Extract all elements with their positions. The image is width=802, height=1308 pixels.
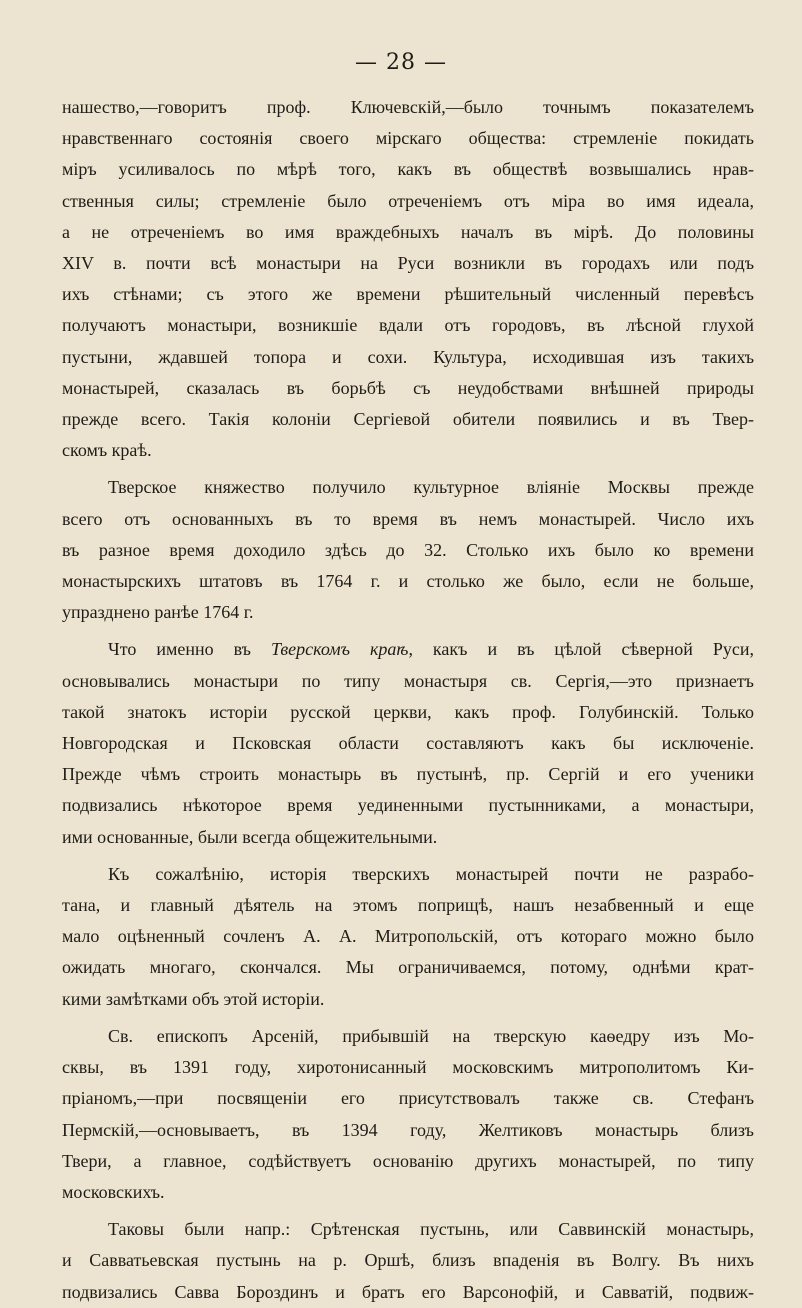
text-line: Къ сожалѣнію, исторія тверскихъ монастырей почти не разрабо- [108,863,754,884]
text-line: подвизались Савва Бороздинъ и братъ его Варсонофій, и Савватій, подвиж- [62,1281,754,1302]
text-line: нравственнаго состоянія своего мірскаго общества: стремленіе покидать [62,128,754,149]
text-line: Св. епископъ Арсеній, прибывшій на тверскую каѳедру изъ Мо- [108,1025,754,1046]
text-line: кими замѣтками объ этой исторіи. [62,988,325,1009]
text-line: ственныя силы; стремленіе было отреченіемъ отъ міра во имя идеала, [62,190,754,211]
page-number: — 28 — [355,50,447,75]
italic-phrase: Тверскомъ краѣ [270,639,409,660]
text-line: нашество,—говоритъ проф. Ключевскій,—было точнымъ показателемъ [62,97,754,117]
text-line: получаютъ монастыри, возникшіе вдали отъ городовъ, въ лѣсной глухой [62,315,754,336]
text-line: Новгородская и Псковская области составляютъ какъ бы исключеніе. [62,733,754,754]
text-line: міръ усиливалось по мѣрѣ того, какъ въ обществѣ возвышались нрав- [62,159,754,180]
text-line: а не отреченіемъ во имя враждебныхъ началъ въ мірѣ. До половины [62,221,754,242]
text-line: монастырей, сказалась въ борьбѣ съ неудобствами внѣшней природы [62,377,754,398]
text-line: ихъ стѣнами; съ этого же времени рѣшительный численный перевѣсъ [62,284,754,305]
text-line: Прежде чѣмъ строить монастырь въ пустынѣ, пр. Сергій и его ученики [62,764,754,785]
text-line: упразднено ранѣе 1764 г. [62,602,254,623]
text-line: ожидать многаго, скончался. Мы ограничиваемся, потому, однѣми крат- [62,957,754,978]
text-line: Тверское княжество получило культурное вліяніе Москвы прежде [108,477,754,498]
text-line: основывались монастыри по типу монастыря св. Сергія,—это признаетъ [62,670,754,691]
text-line: Твери, а главное, содѣйствуетъ основанію другихъ монастырей, по типу [62,1150,754,1171]
text-line: тана, и главный дѣятель на этомъ поприщѣ, нашъ незабвенный и еще [62,895,754,916]
text-line: прежде всего. Такія колоніи Сергіевой обители появились и въ Твер- [62,409,754,430]
text-line: монастырскихъ штатовъ въ 1764 г. и столько же было, если не больше, [62,571,754,592]
text-line: скомъ краѣ. [62,440,152,461]
text-line: пустыни, ждавшей топора и сохи. Культура, исходившая изъ такихъ [62,346,754,367]
text-line: и Савватьевская пустынь на р. Оршѣ, близъ впаденія въ Волгу. Въ нихъ [62,1250,754,1271]
text-line: мало оцѣненный сочленъ А. А. Митропольскій, отъ котораго можно было [62,926,754,947]
text-line: такой знатокъ исторіи русской церкви, какъ проф. Голубинскій. Только [62,701,754,722]
text-line: сквы, въ 1391 году, хиротонисанный московскимъ митрополитомъ Ки- [62,1057,754,1078]
text-line: Таковы были напр.: Срѣтенская пустынь, или Саввинскій монастырь, [108,1219,754,1240]
text-line: XIV в. почти всѣ монастыри на Руси возникли въ городахъ или подъ [62,253,754,274]
text-line-with-italic: Что именно въ Тверскомъ краѣ, какъ и въ цѣлой сѣверной Руси, [108,639,754,660]
text-line: подвизались нѣкоторое время уединенными пустынниками, а монастыри, [62,795,754,816]
text-line: ими основанные, были всегда общежительными. [62,826,438,847]
body-text [62,92,754,1308]
text-line: пріаномъ,—при посвященіи его присутствовалъ также св. Стефанъ [62,1088,754,1109]
text-line: всего отъ основанныхъ въ то время въ немъ монастырей. Число ихъ [62,508,754,529]
text-line: въ разное время доходило здѣсь до 32. Столько ихъ было ко времени [62,539,754,560]
text-line: Пермскій,—основываетъ, въ 1394 году, Желтиковъ монастырь близъ [62,1119,754,1140]
text-line: московскихъ. [62,1181,165,1202]
